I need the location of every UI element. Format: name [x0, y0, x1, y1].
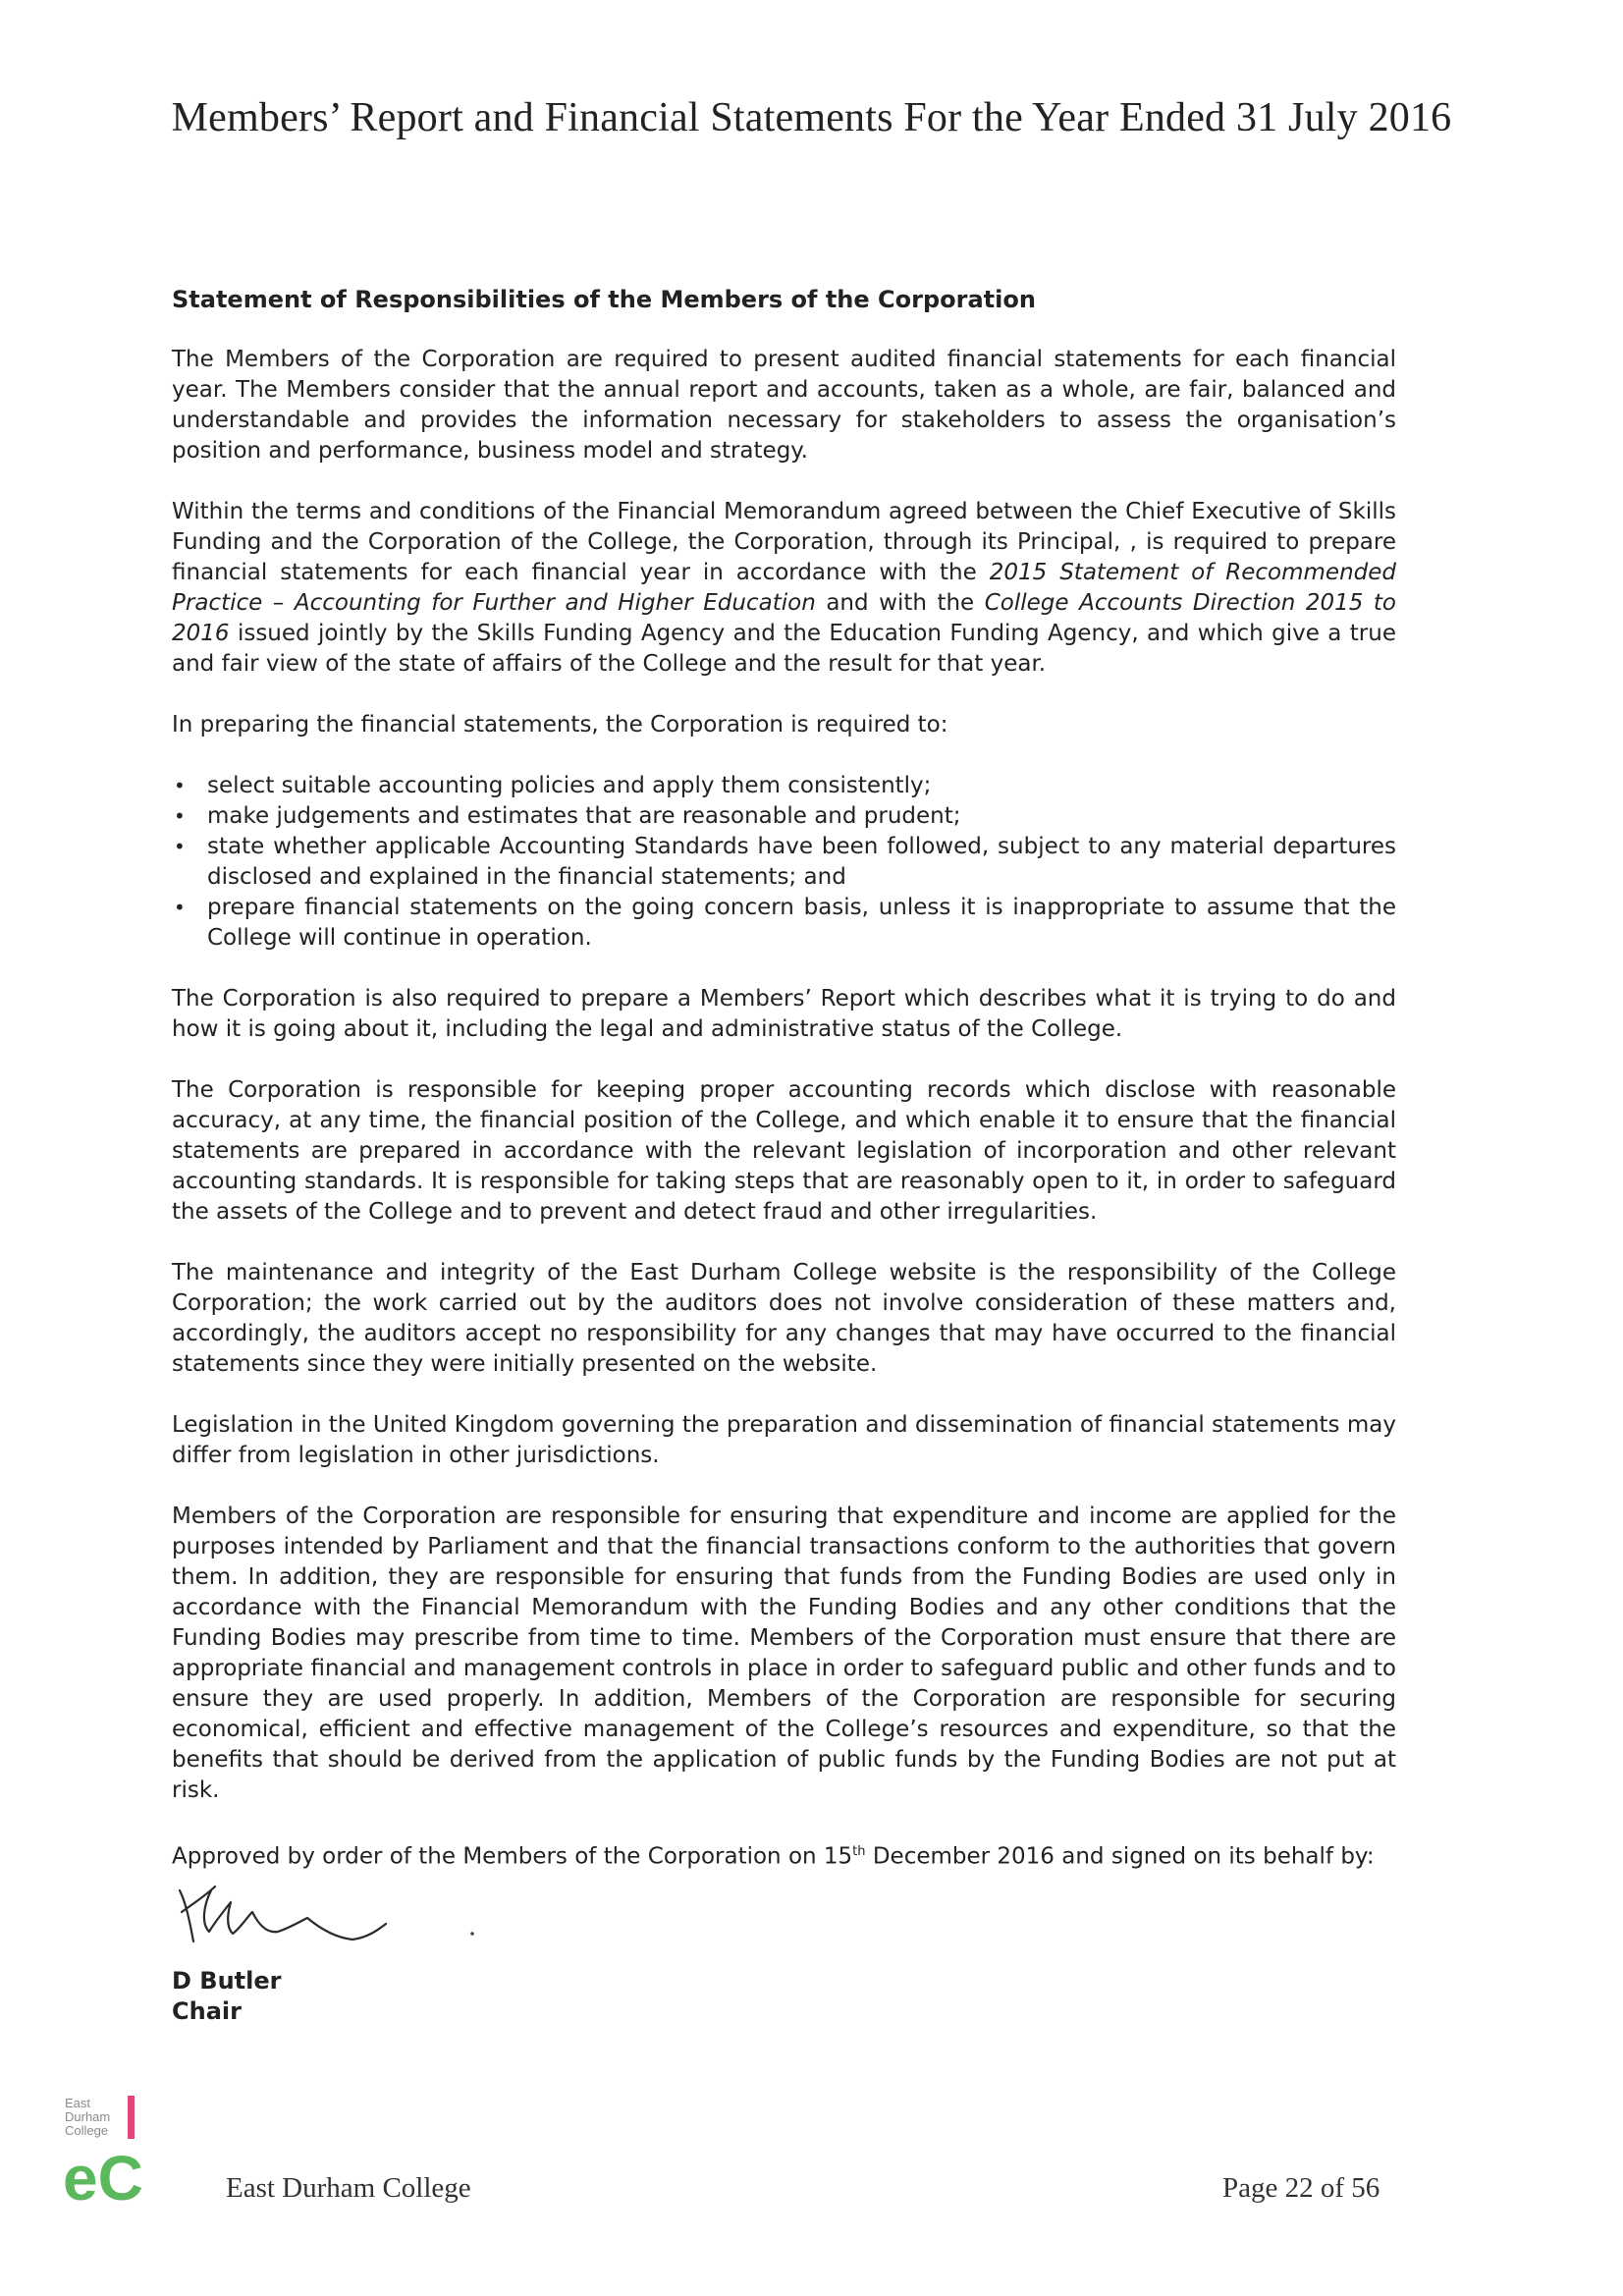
- logo-text-line: College: [65, 2123, 109, 2138]
- paragraph-3: In preparing the financial statements, the Corporation is required to:: [172, 712, 948, 738]
- paragraph-6: The maintenance and integrity of the East Durham College website is the responsibility of the College Corporation; the work carried out by the auditors does not involve consideration of these matters and, accordingly, the auditors accept no responsibility for any changes that may have occurred to the financial statements since they were initially presented on the website.: [172, 1260, 1396, 1377]
- logo-mark: eC: [63, 2143, 143, 2210]
- logo-text-line: East: [65, 2096, 91, 2110]
- list-item: • make judgements and estimates that are reasonable and prudent;: [172, 801, 1396, 832]
- page-header: Members’ Report and Financial Statements For the Year Ended 31 July 2016: [171, 95, 1452, 140]
- paragraph-4: The Corporation is also required to prepare a Members’ Report which describes what it is trying to do and how it is going about it, including the legal and administrative status of the College.: [172, 986, 1396, 1042]
- list-item: • state whether applicable Accounting Standards have been followed, subject to any material departures disclosed and explained in the financial statements; and: [172, 832, 1396, 893]
- college-logo: [61, 2092, 179, 2210]
- footer-organization: East Durham College: [226, 2172, 471, 2204]
- signature-image: [172, 1873, 506, 1966]
- approval-text-a: Approved by order of the Members of the Corporation on 15: [172, 1843, 853, 1870]
- sorp-reference: 2015 Statement of Recommended Practice – Accounting for Further and Higher Education: [172, 560, 1397, 616]
- paragraph-8: Members of the Corporation are responsible for ensuring that expenditure and income are applied for the purposes intended by Parliament and that the financial transactions conform to the authorities that govern them. In addition, they are responsible for ensuring that funds from the Funding Bodies are used only in accordance with the Financial Memorandum with the Funding Bodies and any other conditions that the Funding Bodies may prescribe from time to time. Members of the Corporation must ensure that there are appropriate financial and management controls in place in order to safeguard public and other funds and to ensure they are used properly. In addition, Members of the Corporation are responsible for securing economical, efficient and effective management of the College’s resources and expenditure, so that the benefits that should be derived from the application of public funds by the Funding Bodies are not put at risk.: [172, 1503, 1396, 1803]
- approval-statement: [172, 1836, 1396, 1873]
- statement-content: [172, 285, 1396, 2027]
- logo-pink-bar: [128, 2096, 135, 2139]
- paragraph-7: Legislation in the United Kingdom governing the preparation and dissemination of financial statements may differ from legislation in other jurisdictions.: [172, 1412, 1396, 1468]
- list-item: • select suitable accounting policies and apply them consistently;: [172, 771, 1396, 801]
- page-number: Page 22 of 56: [1222, 2172, 1380, 2204]
- p2-text-a: Within the terms and conditions of the Financial Memorandum agreed between the Chief Executive of Skills Funding and the Corporation of the College, the Corporation, through its Principal, , is required to prepare financial statements for each financial year in accordance with the: [172, 499, 1396, 585]
- date-ordinal: th: [852, 1844, 866, 1859]
- section-title: Statement of Responsibilities of the Members of the Corporation: [172, 286, 1036, 313]
- signatory-name: D Butler: [172, 1966, 282, 1995]
- paragraph-1: The Members of the Corporation are required to present audited financial statements for each financial year. The Members consider that the annual report and accounts, taken as a whole, are fair, balanced and understandable and provides the information necessary for stakeholders to assess the organisation’s position and performance, business model and strategy.: [172, 347, 1396, 464]
- p2-text-b: and with the: [815, 590, 985, 616]
- logo-text-line: Durham: [65, 2109, 111, 2124]
- list-item: • prepare financial statements on the going concern basis, unless it is inappropriate to assume that the College will continue in operation.: [172, 893, 1396, 954]
- p2-text-c: issued jointly by the Skills Funding Agency and the Education Funding Agency, and which give a true and fair view of the state of affairs of the College and the result for that year.: [172, 621, 1396, 677]
- approval-text-b: December 2016 and signed on its behalf by:: [865, 1843, 1375, 1870]
- accounts-direction-reference: College Accounts Direction 2015 to 2016: [172, 590, 1396, 646]
- signatory-role: Chair: [172, 1996, 242, 2025]
- paragraph-5: The Corporation is responsible for keeping proper accounting records which disclose with reasonable accuracy, at any time, the financial position of the College, and which enable it to ensure that the financial statements are prepared in accordance with the relevant legislation of incorporation and other relevant accounting standards. It is responsible for taking steps that are reasonably open to it, in order to safeguard the assets of the College and to prevent and detect fraud and other irregularities.: [172, 1077, 1396, 1225]
- paragraph-2: [172, 497, 1396, 680]
- requirements-list: [172, 771, 1396, 954]
